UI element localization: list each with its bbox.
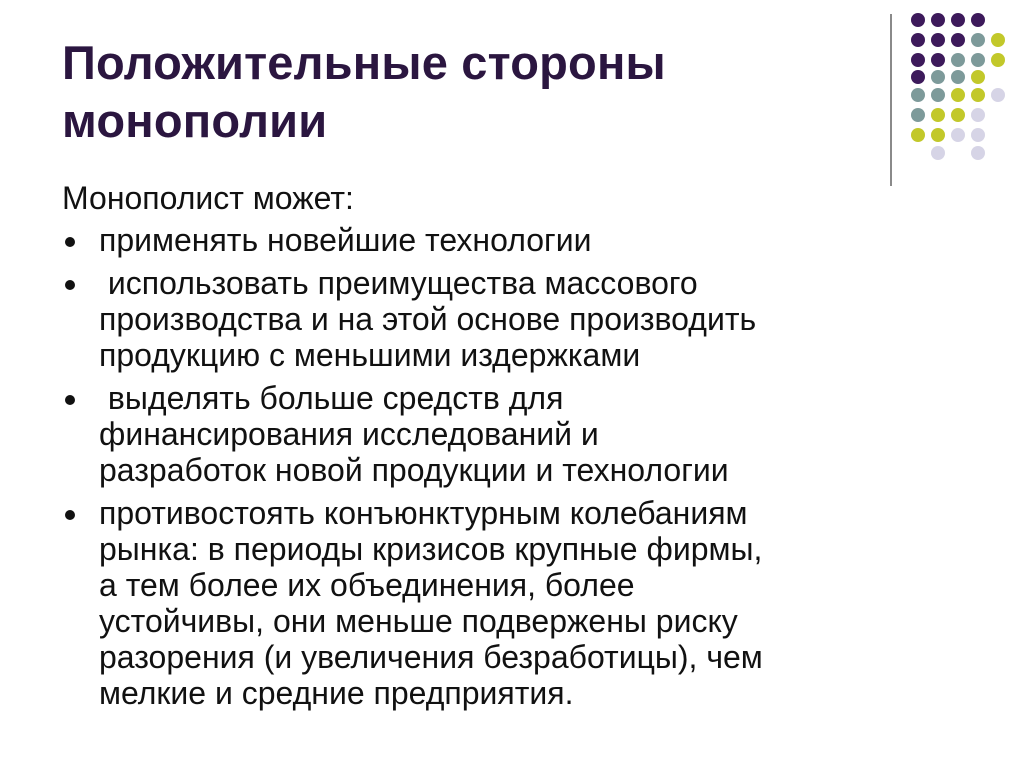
bullet-dot-icon — [65, 237, 75, 247]
bullet-item-2 — [62, 265, 962, 373]
decorative-dot — [911, 70, 925, 84]
decorative-dot — [911, 53, 925, 67]
decorative-dot — [911, 33, 925, 47]
slide-title-line-1: Положительные стороны — [62, 36, 666, 89]
bullet-item-3 — [62, 380, 962, 488]
bullet-item-line: продукцию с меньшими издержками — [99, 337, 641, 373]
decorative-dot — [991, 33, 1005, 47]
bullet-item-line: а тем более их объединения, более — [99, 567, 635, 603]
slide-body — [62, 180, 962, 718]
bullet-dot-icon — [65, 280, 75, 290]
bullet-dot-icon — [65, 395, 75, 405]
decorative-dot — [931, 88, 945, 102]
decorative-dot — [911, 108, 925, 122]
bullet-item-4 — [62, 495, 962, 711]
decorative-dot — [911, 88, 925, 102]
vertical-divider — [890, 14, 892, 186]
bullet-item-line: финансирования исследований и — [99, 416, 599, 452]
decorative-dot — [971, 70, 985, 84]
decorative-dot — [951, 70, 965, 84]
bullet-item-line: разорения (и увеличения безработицы), чем — [99, 639, 763, 675]
decorative-dot — [931, 128, 945, 142]
slide-title — [62, 34, 862, 150]
bullet-item-line: разработок новой продукции и технологии — [99, 452, 729, 488]
decorative-dot — [971, 108, 985, 122]
decorative-dot — [971, 33, 985, 47]
decorative-dot — [931, 146, 945, 160]
decorative-dot — [971, 146, 985, 160]
bullet-item-line: устойчивы, они меньше подвержены риску — [99, 603, 738, 639]
slide-title-line-2: монополии — [62, 94, 328, 147]
decorative-dot — [971, 53, 985, 67]
decorative-dot — [931, 70, 945, 84]
bullet-item-line: рынка: в периоды кризисов крупные фирмы, — [99, 531, 763, 567]
decorative-dot — [971, 88, 985, 102]
decorative-dot — [951, 108, 965, 122]
intro-text: Монополист может: — [62, 180, 354, 216]
decorative-dot — [971, 13, 985, 27]
decorative-dot — [991, 88, 1005, 102]
decorative-dot — [931, 33, 945, 47]
bullet-dot-icon — [65, 510, 75, 520]
bullet-item-line: мелкие и средние предприятия. — [99, 675, 574, 711]
decorative-dot — [991, 53, 1005, 67]
decorative-dot — [931, 13, 945, 27]
decorative-dot — [931, 53, 945, 67]
decorative-dot — [951, 33, 965, 47]
bullet-item-line: применять новейшие технологии — [99, 222, 592, 258]
decorative-dot — [911, 128, 925, 142]
decorative-dot — [931, 108, 945, 122]
bullet-item-line: противостоять конъюнктурным колебаниям — [99, 495, 748, 531]
decorative-dot — [911, 13, 925, 27]
bullet-item-line: выделять больше средств для — [99, 380, 564, 416]
decorative-dot — [971, 128, 985, 142]
decorative-dot — [951, 88, 965, 102]
bullet-item-1 — [62, 222, 962, 258]
decorative-dot — [951, 53, 965, 67]
decorative-dot — [951, 13, 965, 27]
bullet-item-line: использовать преимущества массового — [99, 265, 698, 301]
bullet-item-line: производства и на этой основе производить — [99, 301, 757, 337]
decorative-dot — [951, 128, 965, 142]
